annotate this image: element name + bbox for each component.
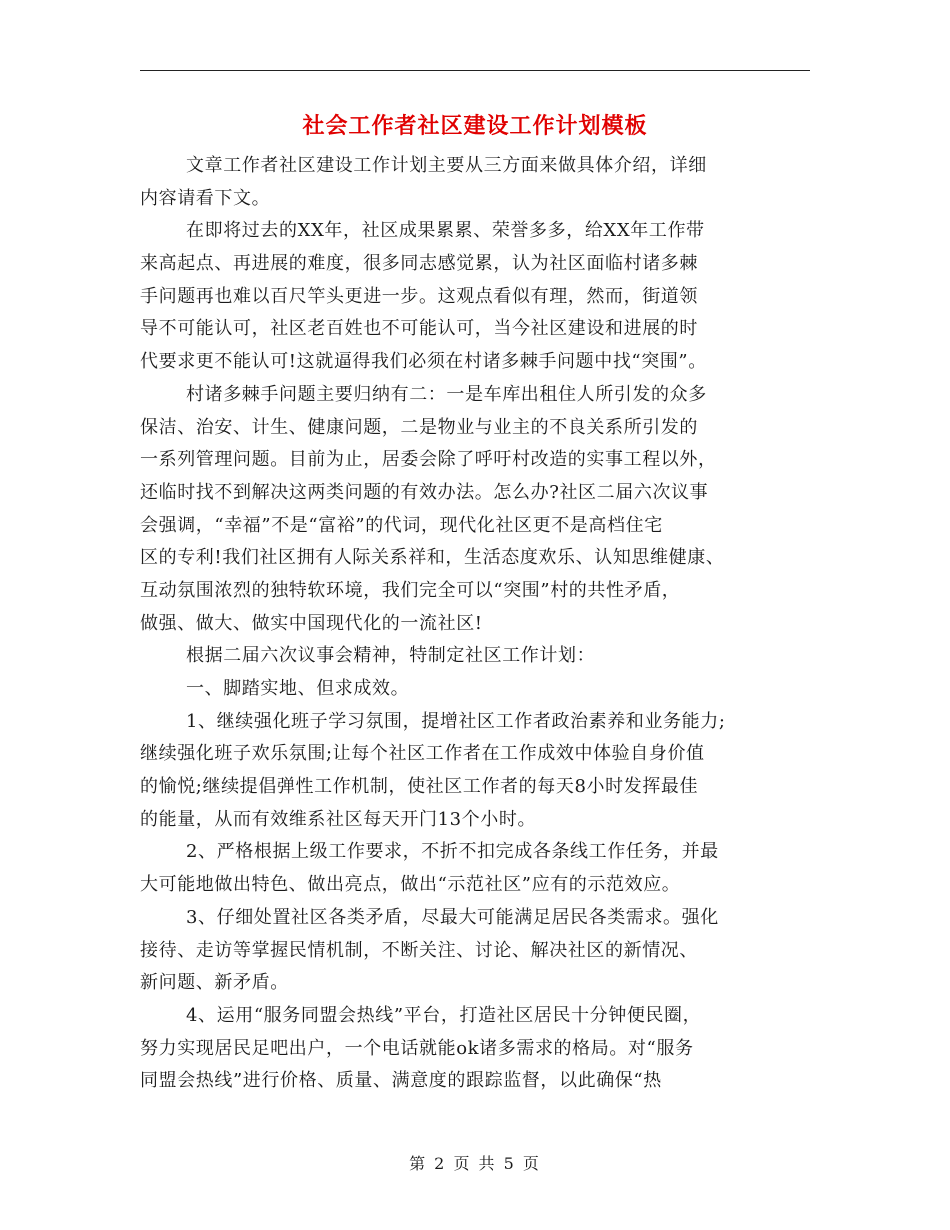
body-line: 村诸多棘手问题主要归纳有二：一是车库出租住人所引发的众多 (186, 383, 707, 405)
body-line: 还临时找不到解决这两类问题的有效办法。怎么办?社区二届六次议事 (140, 481, 709, 503)
body-line: 根据二届六次议事会精神，特制定社区工作计划： (186, 645, 596, 667)
header-rule (140, 70, 810, 71)
body-line: 3、仔细处置社区各类矛盾，尽最大可能满足居民各类需求。强化 (186, 906, 719, 928)
body-line: 的能量，从而有效维系社区每天开门13个小时。 (140, 808, 537, 830)
body-line: 2、严格根据上级工作要求，不折不扣完成各条线工作任务，并最 (186, 841, 719, 863)
document-title: 社会工作者社区建设工作计划模板 (302, 113, 648, 139)
body-line: 4、运用“服务同盟会热线”平台，打造社区居民十分钟便民圈， (186, 1004, 702, 1026)
body-line: 文章工作者社区建设工作计划主要从三方面来做具体介绍，详细 (186, 155, 707, 176)
body-line: 努力实现居民足吧出户，一个电话就能ok诸多需求的格局。对“服务 (140, 1037, 694, 1059)
body-line: 导不可能认可，社区老百姓也不可能认可，当今社区建设和进展的时 (140, 318, 698, 340)
body-line: 一、脚踏实地、但求成效。 (186, 678, 410, 699)
body-line: 区的专利!我们社区拥有人际关系祥和，生活态度欢乐、认知思维健康、 (140, 547, 725, 569)
body-line: 做强、做大、做实中国现代化的一流社区! (140, 612, 483, 634)
body-line: 的愉悦;继续提倡弹性工作机制，使社区工作者的每天8小时发挥最佳 (140, 776, 699, 798)
body-line: 接待、走访等掌握民情机制，不断关注、讨论、解决社区的新情况、 (140, 939, 698, 961)
body-line: 同盟会热线”进行价格、质量、满意度的跟踪监督，以此确保“热 (140, 1070, 662, 1092)
body-line: 1、继续强化班子学习氛围，提增社区工作者政治素养和业务能力; (186, 710, 726, 732)
body-line: 在即将过去的XX年，社区成果累累、荣誉多多，给XX年工作带 (186, 220, 705, 242)
document-body (140, 150, 812, 1098)
body-line: 来高起点、再进展的难度，很多同志感觉累，认为社区面临村诸多棘 (140, 253, 698, 275)
body-line: 互动氛围浓烈的独特软环境，我们完全可以“突围”村的共性矛盾， (140, 579, 681, 601)
page-footer: 第 2 页 共 5 页 (409, 1154, 541, 1173)
body-line: 继续强化班子欢乐氛围;让每个社区工作者在工作成效中体验自身价值 (140, 743, 705, 765)
body-line: 代要求更不能认可!这就逼得我们必须在村诸多棘手问题中找“突围”。 (140, 351, 707, 373)
body-line: 内容请看下文。 (140, 187, 271, 209)
body-line: 新问题、新矛盾。 (140, 972, 289, 994)
body-line: 会强调，“幸福”不是“富裕”的代词，现代化社区更不是高档住宅 (140, 514, 663, 536)
body-line: 一系列管理问题。目前为止，居委会除了呼吁村改造的实事工程以外， (140, 449, 717, 471)
body-line: 保洁、治安、计生、健康问题，二是物业与业主的不良关系所引发的 (140, 416, 698, 438)
body-line: 大可能地做出特色、做出亮点，做出“示范社区”应有的示范效应。 (140, 874, 681, 896)
body-line: 手问题再也难以百尺竿头更进一步。这观点看似有理，然而，街道领 (140, 285, 698, 307)
